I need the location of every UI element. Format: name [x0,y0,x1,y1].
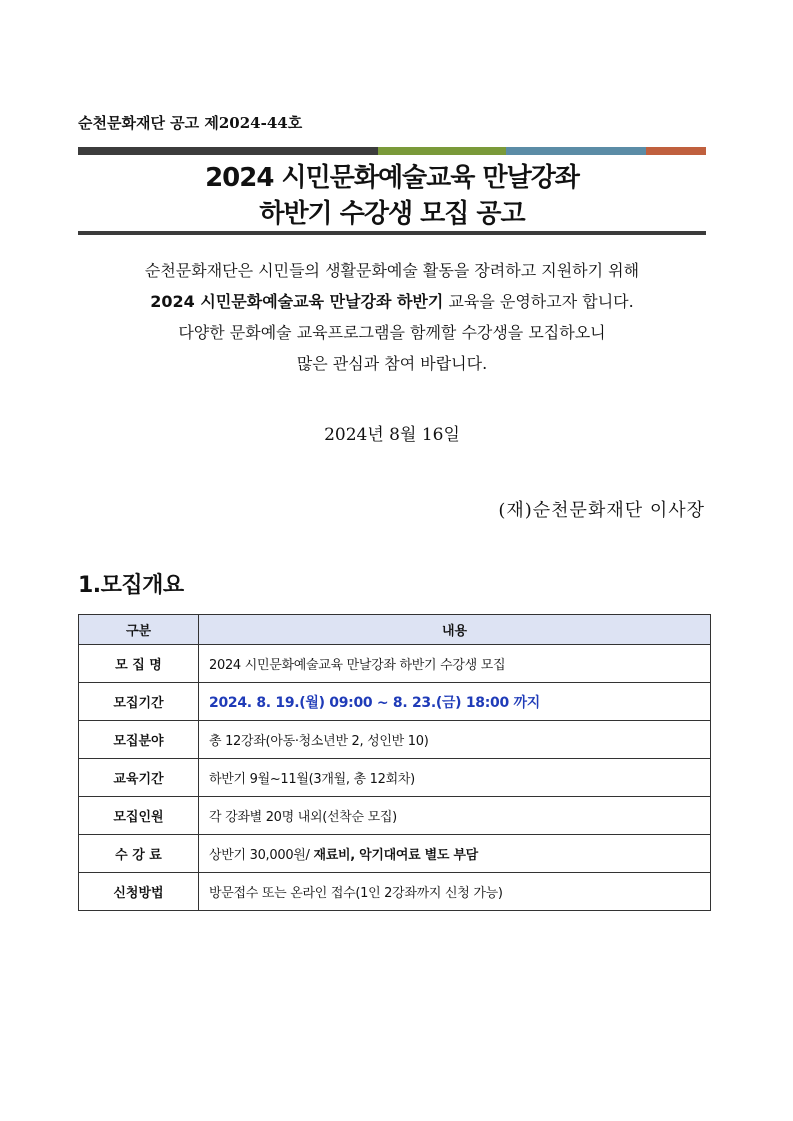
color-bar-segment-blue [506,147,646,155]
title-bottom-rule [78,231,706,235]
row-label: 모집기간 [79,683,199,721]
section-heading: 1.모집개요 [78,573,184,598]
overview-table [78,614,711,911]
intro-line-1: 순천문화재단은 시민들의 생활문화예술 활동을 장려하고 지원하기 위해 [144,261,640,280]
intro-line-2-rest: 교육을 운영하고자 합니다. [443,292,634,311]
header-content: 내용 [199,615,711,645]
row-value: 총 12강좌(아동·청소년반 2, 성인반 10) [199,721,711,759]
intro-paragraph [78,255,706,379]
row-value-period: 2024. 8. 19.(월) 09:00 ~ 8. 23.(금) 18:00 까지 [199,683,711,721]
color-bar-segment-green [378,147,506,155]
row-label: 모집분야 [79,721,199,759]
signer: (재)순천문화재단 이사장 [498,500,705,521]
table-row [79,797,711,835]
table-row [79,873,711,911]
table-row [79,683,711,721]
row-label: 교육기간 [79,759,199,797]
title-line-2: 하반기 수강생 모집 공고 [259,199,525,229]
row-label: 신청방법 [79,873,199,911]
intro-line-4: 많은 관심과 참여 바랍니다. [296,354,488,373]
fee-note: 재료비, 악기대여료 별도 부담 [313,848,478,863]
table-row [79,835,711,873]
row-label: 모 집 명 [79,645,199,683]
title-line-1: 2024 시민문화예술교육 만날강좌 [205,163,579,193]
intro-line-3: 다양한 문화예술 교육프로그램을 함께할 수강생을 모집하오니 [178,323,606,342]
notice-date: 2024년 8월 16일 [324,425,460,445]
table-row [79,721,711,759]
row-value: 방문접수 또는 온라인 접수(1인 2강좌까지 신청 가능) [199,873,711,911]
row-label: 모집인원 [79,797,199,835]
row-label: 수 강 료 [79,835,199,873]
header-category: 구분 [79,615,199,645]
table-row [79,645,711,683]
color-bar-segment-orange [646,147,706,155]
header-color-bar [78,147,706,155]
row-value: 하반기 9월~11월(3개월, 총 12회차) [199,759,711,797]
intro-line-2 [78,286,706,317]
notice-number: 순천문화재단 공고 제2024-44호 [78,114,303,132]
row-value-fee [199,835,711,873]
table-row [79,759,711,797]
table-header-row [79,615,711,645]
row-value: 2024 시민문화예술교육 만날강좌 하반기 수강생 모집 [199,645,711,683]
fee-text: 상반기 30,000원/ [209,848,314,863]
row-value: 각 강좌별 20명 내외(선착순 모집) [199,797,711,835]
color-bar-segment-dark [78,147,378,155]
document-title [78,160,706,232]
intro-line-2-bold: 2024 시민문화예술교육 만날강좌 하반기 [150,292,444,311]
